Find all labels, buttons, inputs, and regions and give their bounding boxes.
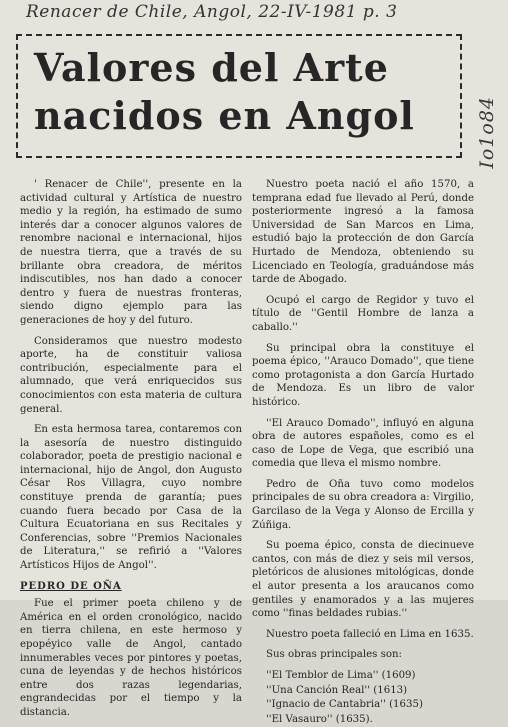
title-line-2: nacidos en Angol (34, 93, 415, 138)
works-list-item: ''Ignacio de Cantabria'' (1635) (266, 699, 423, 711)
paragraph: Nuestro poeta falleció en Lima en 1635. (266, 628, 474, 640)
section-heading: PEDRO DE OÑA (20, 580, 122, 592)
paragraph: Su principal obra la constituye el poema épico, ''Arauco Domado'', que tiene como protagonista a don García Hurtado de Mendoza. Es un libro de valor histórico. (252, 342, 474, 408)
paragraph: Ocupó el cargo de Regidor y tuvo el título de ''Gentil Hombre de lanza a caballo.'' (252, 294, 474, 333)
article-title (34, 44, 454, 140)
left-column (20, 178, 242, 727)
paragraph: En esta hermosa tarea, contaremos con la asesoría de nuestro distinguido colaborador, poeta de prestigio nacional e internacional, hijo de Angol, don Augusto César Ros Villagra, cuyo nombre constituye prenda de garantía; pues cuando fuera becado por Casa de la Cultura Ecuatoriana en sus Recitales y Conferencias, sobre ''Premios Nacionales de Literatura,'' se refirió a ''Valores Artísticos Hijos de Angol''. (20, 424, 242, 572)
paragraph: ''El Arauco Domado'', influyó en alguna obra de autores españoles, como es el caso de Lope de Vega, que escribió una comedia que lleva el mismo nombre. (252, 417, 474, 470)
paragraph: ' Renacer de Chile'', presente en la actividad cultural y Artística de nuestro medio y la región, ha estimado de sumo interés dar a conocer algunos valores de renombre nacional e internacional, hijos de nuestra tierra, que a través de su brillante obra creadora, de méritos indiscutibles, nos han dado a conocer dentro y fuera de nuestras fronteras, siendo digno ejemplo para las generaciones de hoy y del futuro. (20, 179, 242, 326)
paragraph: Sus obras principales son: (266, 649, 402, 661)
works-list-item: ''El Vasauro'' (1635). (266, 713, 373, 725)
paragraph: Pedro de Oña tuvo como modelos principales de su obra creadora a: Virgilio, Garcilaso de la Vega y Alonso de Ercilla y Zúñiga. (252, 478, 474, 531)
handwritten-source-note: Renacer de Chile, Angol, 22-IV-1981 p. 3 (26, 2, 398, 22)
paragraph: Su poema épico, consta de diecinueve cantos, con más de diez y seis mil versos, pletóricos de alusiones mitológicas, donde el autor presenta a los araucanos como gentiles y enamorados y a las mujeres como ''finas beldades rubias.'' (252, 540, 474, 620)
title-line-1: Valores del Arte (34, 45, 389, 90)
paragraph: Nuestro poeta nació el año 1570, a temprana edad fue llevado al Perú, donde posteriormente ingresó a la famosa Universidad de San Marcos en Lima, estudió bajo la protección de don García Hurtado de Mendoza, obteniendo su Licenciado en Teología, graduándose más tarde de Abogado. (252, 179, 474, 286)
works-list-item: ''Una Canción Real'' (1613) (266, 684, 408, 696)
right-column (252, 178, 474, 727)
paragraph: Fue el primer poeta chileno y de América en el orden cronológico, nacido en tierra chilena, en este hermoso y epopéyico valle de Angol, cantado innumerables veces por pintores y poetas, cuna de leyendas y de hechos históricos entre dos razas legendarias, engrandecidas por el tiempo y la distancia. (20, 598, 242, 718)
handwritten-side-code: Io1o84 (476, 96, 498, 169)
works-list-item: ''El Temblor de Lima'' (1609) (266, 670, 416, 681)
paragraph: Consideramos que nuestro modesto aporte, ha de constituir valiosa contribución, especialmente para el alumnado, que verá enriquecidos sus conocimientos con esta materia de cultura general. (20, 335, 242, 415)
